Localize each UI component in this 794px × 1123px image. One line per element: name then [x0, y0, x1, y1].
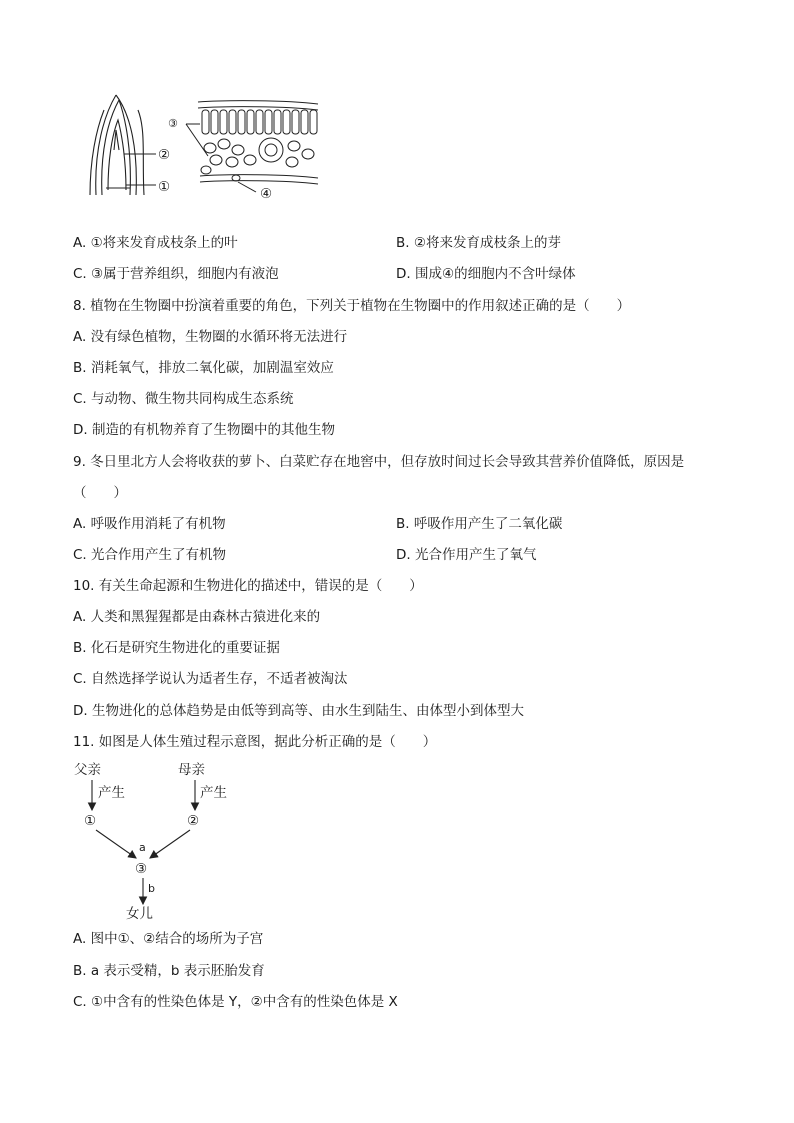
q11-option-c: C. ①中含有的性染色体是 Y，②中含有的性染色体是 X — [73, 994, 398, 1010]
q10-option-d: D. 生物进化的总体趋势是由低等到高等、由水生到陆生、由体型小到体型大 — [73, 703, 524, 719]
flow-father: 父亲 — [74, 762, 101, 778]
q8-option-a: A. 没有绿色植物，生物圈的水循环将无法进行 — [73, 329, 348, 345]
flow-label-b: b — [148, 882, 155, 895]
flow-produce-left: 产生 — [98, 785, 125, 801]
bud-label-2: ② — [158, 147, 171, 163]
flow-node-1: ① — [84, 813, 97, 829]
q7-option-a: A. ①将来发育成枝条上的叶 — [73, 235, 238, 251]
q9-option-b: B. 呼吸作用产生了二氧化碳 — [396, 516, 563, 532]
q9-option-c: C. 光合作用产生了有机物 — [73, 547, 227, 563]
q10-option-a: A. 人类和黑猩猩都是由森林古猿进化来的 — [73, 609, 321, 625]
flow-arrows — [70, 758, 240, 924]
q7-option-b: B. ②将来发育成枝条上的芽 — [396, 235, 561, 251]
flow-node-3: ③ — [135, 861, 148, 877]
q10-option-c: C. 自然选择学说认为适者生存，不适者被淘汰 — [73, 671, 348, 687]
q11-option-b: B. a 表示受精，b 表示胚胎发育 — [73, 963, 265, 979]
q8-option-b: B. 消耗氧气，排放二氧化碳，加剧温室效应 — [73, 360, 334, 376]
leaf-section-drawing — [166, 98, 326, 206]
q10-stem: 10. 有关生命起源和生物进化的描述中，错误的是（ ） — [73, 578, 423, 594]
q11-stem: 11. 如图是人体生殖过程示意图，据此分析正确的是（ ） — [73, 734, 437, 750]
leaf-section-figure — [166, 98, 326, 206]
q8-option-c: C. 与动物、微生物共同构成生态系统 — [73, 391, 294, 407]
q7-option-c: C. ③属于营养组织，细胞内有液泡 — [73, 266, 279, 282]
q8-option-d: D. 制造的有机物养育了生物圈中的其他生物 — [73, 422, 335, 438]
q11-option-a: A. 图中①、②结合的场所为子宫 — [73, 931, 264, 947]
q9-option-a: A. 呼吸作用消耗了有机物 — [73, 516, 226, 532]
flow-node-2: ② — [187, 813, 200, 829]
reproduction-flow-diagram — [70, 758, 240, 924]
flow-produce-right: 产生 — [200, 785, 227, 801]
q10-option-b: B. 化石是研究生物进化的重要证据 — [73, 640, 280, 656]
q7-option-d: D. 围成④的细胞内不含叶绿体 — [396, 266, 576, 282]
q8-stem: 8. 植物在生物圈中扮演着重要的角色，下列关于植物在生物圈中的作用叙述正确的是（ ） — [73, 298, 631, 314]
q9-option-d: D. 光合作用产生了氧气 — [396, 547, 537, 563]
q9-stem-line1: 9. 冬日里北方人会将收获的萝卜、白菜贮存在地窖中，但存放时间过长会导致其营养价值降低，原因是 — [73, 454, 685, 470]
flow-label-a: a — [139, 841, 146, 854]
leaf-label-3: ③ — [168, 117, 178, 130]
leaf-label-4: ④ — [260, 186, 273, 202]
q9-stem-line2: （ ） — [73, 485, 127, 501]
bud-label-1: ① — [158, 179, 171, 195]
flow-daughter: 女儿 — [126, 906, 153, 922]
flow-mother: 母亲 — [178, 762, 205, 778]
